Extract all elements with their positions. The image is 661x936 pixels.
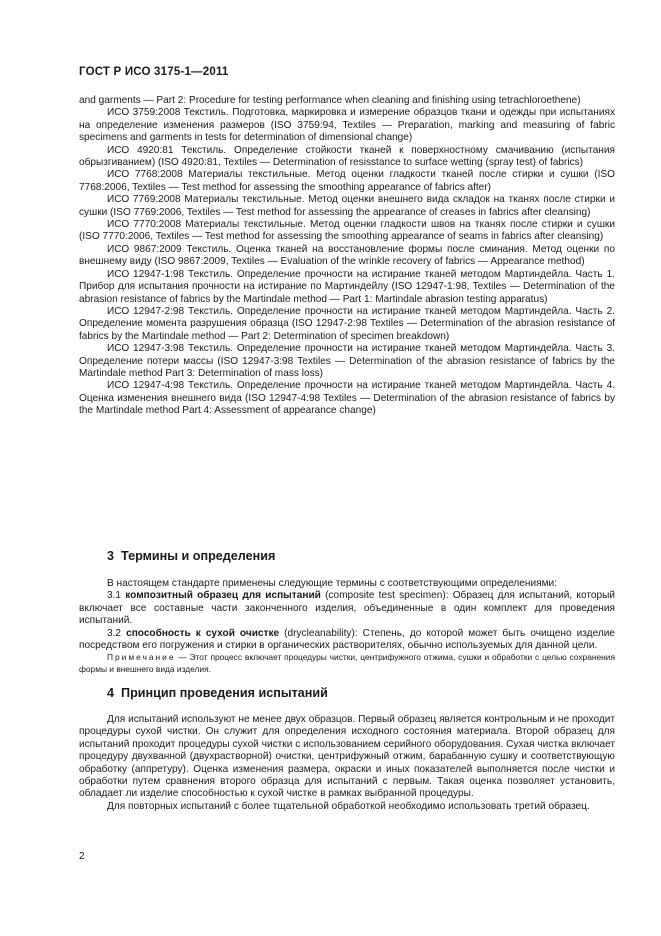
paragraph: Для повторных испытаний с более тщательной обработкой необходимо использовать третий образец. [107,800,590,812]
section-3-heading [107,549,275,563]
section-4-heading [107,686,328,700]
note [79,652,615,674]
page-number: 2 [79,851,85,862]
reference-item: ИСО 7768:2008 Материалы текстильные. Метод оценки гладкости тканей после стирки и сушки (ISO 7768:2006, Textiles — Test method for assessing the smoothing appearance of fabrics after) [79,169,615,193]
paragraph: Для испытаний используют не менее двух образцов. Первый образец является контрольным и не проходит процедуры сухой чистки. Он служит для определения исходного состояния материала. Второй образец для испытаний проходит процедуры сухой чистки с использованием серийного оборудования. Сухая чистка включает процедуру двухванной (двухрастворной) очистки, центрифужный отжим, барабанную сушку и соответствующую обработку (аппретуру). Оценка изменения размера, окраски и иных показателей выполняется после чистки и обработки путем сравнения второго образца для испытаний с первым. Такая оценка позволяет установить, обладает ли изделие способностью к сухой чистке в рамках выбранной процедуры. [79,714,615,800]
term-definition-3-1 [79,590,615,627]
reference-item: ИСО 12947-4:98 Текстиль. Определение прочности на истирание тканей методом Мартиндейла. Часть 4. Оценка изменения внешнего вида (ISO 12947-4:98 Textiles — Determination of the abrasion resistance of fabrics by the Martindale method Part 4: Assessment of appearance change) [79,380,615,417]
term-number: 3.1 [107,590,122,602]
reference-item: ИСО 3759:2008 Текстиль. Подготовка, маркировка и измерение образцов ткани и одежды при испытаниях на определение изменения размеров (ISO 3759:94, Textiles — Preparation, marking and measuring of fabric specimens and garments in tests for determination of dimensional change) [79,107,615,144]
section-number: 4 [107,686,115,700]
note-label: Примечание [107,652,176,663]
section-3-body [79,578,615,675]
term-text: (drycleanability): Степень, до которой может быть очищено изделие посредством его погружения и стирки в органических растворителях, обычно используемых для данной цели. [79,627,615,652]
term-number: 3.2 [107,627,122,639]
reference-item: ИСО 4920:81 Текстиль. Определение стойкости тканей к поверхностному смачиванию (испытания обрызгиванием) (ISO 4920:81, Textiles — Determination of resisstance to surface wetting (spray test) of fabrics) [79,144,615,169]
reference-item: ИСО 12947-2:98 Текстиль. Определение прочности на истирание тканей методом Мартиндейла. Часть 2. Определение момента разрушения образца (ISO 12947-2:98 Textiles — Determination of the abrasion resistance of fabrics by the Martindale method — Part 2: Determination of specimen breakdown) [79,305,615,342]
section-title: Термины и определения [121,549,276,563]
term-definition-3-2 [79,628,615,653]
section-title: Принцип проведения испытаний [121,686,328,700]
reference-item: ИСО 9867:2009 Текстиль. Оценка тканей на восстановление формы после сминания. Метод оценки по внешнему виду (ISO 9867:2009, Textiles — Evaluation of the wrinkle recovery of fabrics — Appearance method) [79,243,615,268]
section-number: 3 [107,549,115,563]
reference-item: ИСО 7770:2008 Материалы текстильные. Метод оценки гладкости швов на тканях после стирки и сушки (ISO 7770:2006, Textiles — Test method for assessing the smoothing appearance of seams in fabrics after cleansing) [79,219,615,243]
term-text: (composite test specimen): Образец для испытаний, который включает все составные части законченного изделия, объединенные в один комплект для проведения испытаний. [79,590,615,627]
reference-item: ИСО 12947-1:98 Текстиль. Определение прочности на истирание тканей методом Мартиндейла. Часть 1. Прибор для испытания прочности на истирание по Мартиндейлу (ISO 12947-1:98, Textiles — Determination of the abrasion resistance of fabrics by the Martindale method — Part 1: Martindale abrasion testing apparatus) [79,268,615,305]
term-name: способность к сухой очистке [126,627,280,639]
reference-item: ИСО 7769:2008 Материалы текстильные. Метод оценки внешнего вида складок на тканях после стирки и сушки (ISO 7769:2006, Textiles — Test method for assessing the appearance of creases in fabrics after cleansing) [79,194,615,218]
reference-item: and garments — Part 2: Procedure for testing performance when cleaning and finishing using tetrachloroethene) [79,95,581,106]
term-name: композитный образец для испытаний [125,590,321,602]
document-header: ГОСТ Р ИСО 3175-1—2011 [79,66,229,78]
note-text: — Этот процесс включает процедуры чистки, центрифужного отжима, сушки и обработки с целью сохранения формы и внешнего вида изделия. [79,652,615,674]
section-4-body [79,714,615,813]
normative-references-list [79,95,615,418]
reference-item: ИСО 12947-3:98 Текстиль. Определение прочности на истирание тканей методом Мартиндейла. Часть 3. Определение потери массы (ISO 12947-3:98 Textiles — Determination of the abrasion resistance of fabrics by the Martindale method Part 3: Determination of mass loss) [79,343,615,379]
section-intro: В настоящем стандарте применены следующие термины с соответствующими определениями: [107,578,557,589]
